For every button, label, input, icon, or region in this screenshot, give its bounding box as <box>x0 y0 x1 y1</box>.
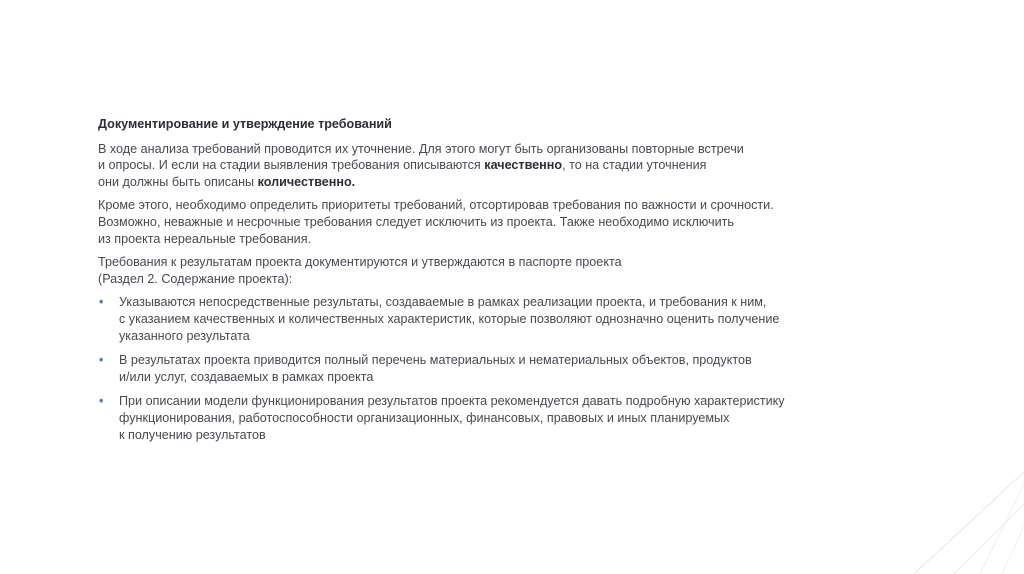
list-item-line: В результатах проекта приводится полный перечень материальных и нематериальных объектов, продуктов <box>119 353 752 368</box>
list-item-line: При описании модели функционирования результатов проекта рекомендуется давать подробную характеристику <box>119 394 785 409</box>
list-item-line: указанного результата <box>119 328 250 343</box>
paragraph-line: Возможно, неважные и несрочные требования следует исключить из проекта. Также необходимо исключить <box>98 214 734 229</box>
paragraph-line: (Раздел 2. Содержание проекта): <box>98 271 293 286</box>
text-fragment: , то на стадии уточнения <box>562 158 707 173</box>
text-fragment: и опросы. И если на стадии выявления требования описываются <box>98 158 485 173</box>
bullet-icon: • <box>99 295 104 310</box>
list-item <box>98 393 918 443</box>
list-item-line: к получению результатов <box>119 427 266 442</box>
slide-content <box>98 116 918 451</box>
paragraph-analysis <box>98 141 918 191</box>
list-item <box>98 352 918 385</box>
paragraph-line <box>98 157 918 174</box>
paragraph-line: из проекта нереальные требования. <box>98 231 312 246</box>
paragraph-passport <box>98 254 918 287</box>
requirements-list <box>98 294 918 443</box>
list-item-line: и/или услуг, создаваемых в рамках проекта <box>119 369 374 384</box>
bullet-icon: • <box>99 394 104 409</box>
bold-term: количественно. <box>257 174 356 189</box>
bold-term: качественно <box>484 158 563 173</box>
list-item-line: функционирования, работоспособности организационных, финансовых, правовых и иных планируемых <box>119 410 730 425</box>
corner-decoration <box>884 464 1024 574</box>
paragraph-line: Кроме этого, необходимо определить приоритеты требований, отсортировав требования по важности и срочности. <box>98 198 774 213</box>
bullet-icon: • <box>99 353 104 368</box>
list-item <box>98 294 918 344</box>
text-fragment: они должны быть описаны <box>98 174 258 189</box>
list-item-line: с указанием качественных и количественных характеристик, которые позволяют однозначно оценить получение <box>119 311 780 326</box>
paragraph-line <box>98 174 918 191</box>
paragraph-priorities <box>98 197 918 247</box>
paragraph-line: В ходе анализа требований проводится их уточнение. Для этого могут быть организованы повторные встречи <box>98 141 744 156</box>
list-item-line: Указываются непосредственные результаты, создаваемые в рамках реализации проекта, и требования к ним, <box>119 295 767 310</box>
slide-title: Документирование и утверждение требований <box>98 117 392 131</box>
paragraph-line: Требования к результатам проекта документируются и утверждаются в паспорте проекта <box>98 255 622 270</box>
